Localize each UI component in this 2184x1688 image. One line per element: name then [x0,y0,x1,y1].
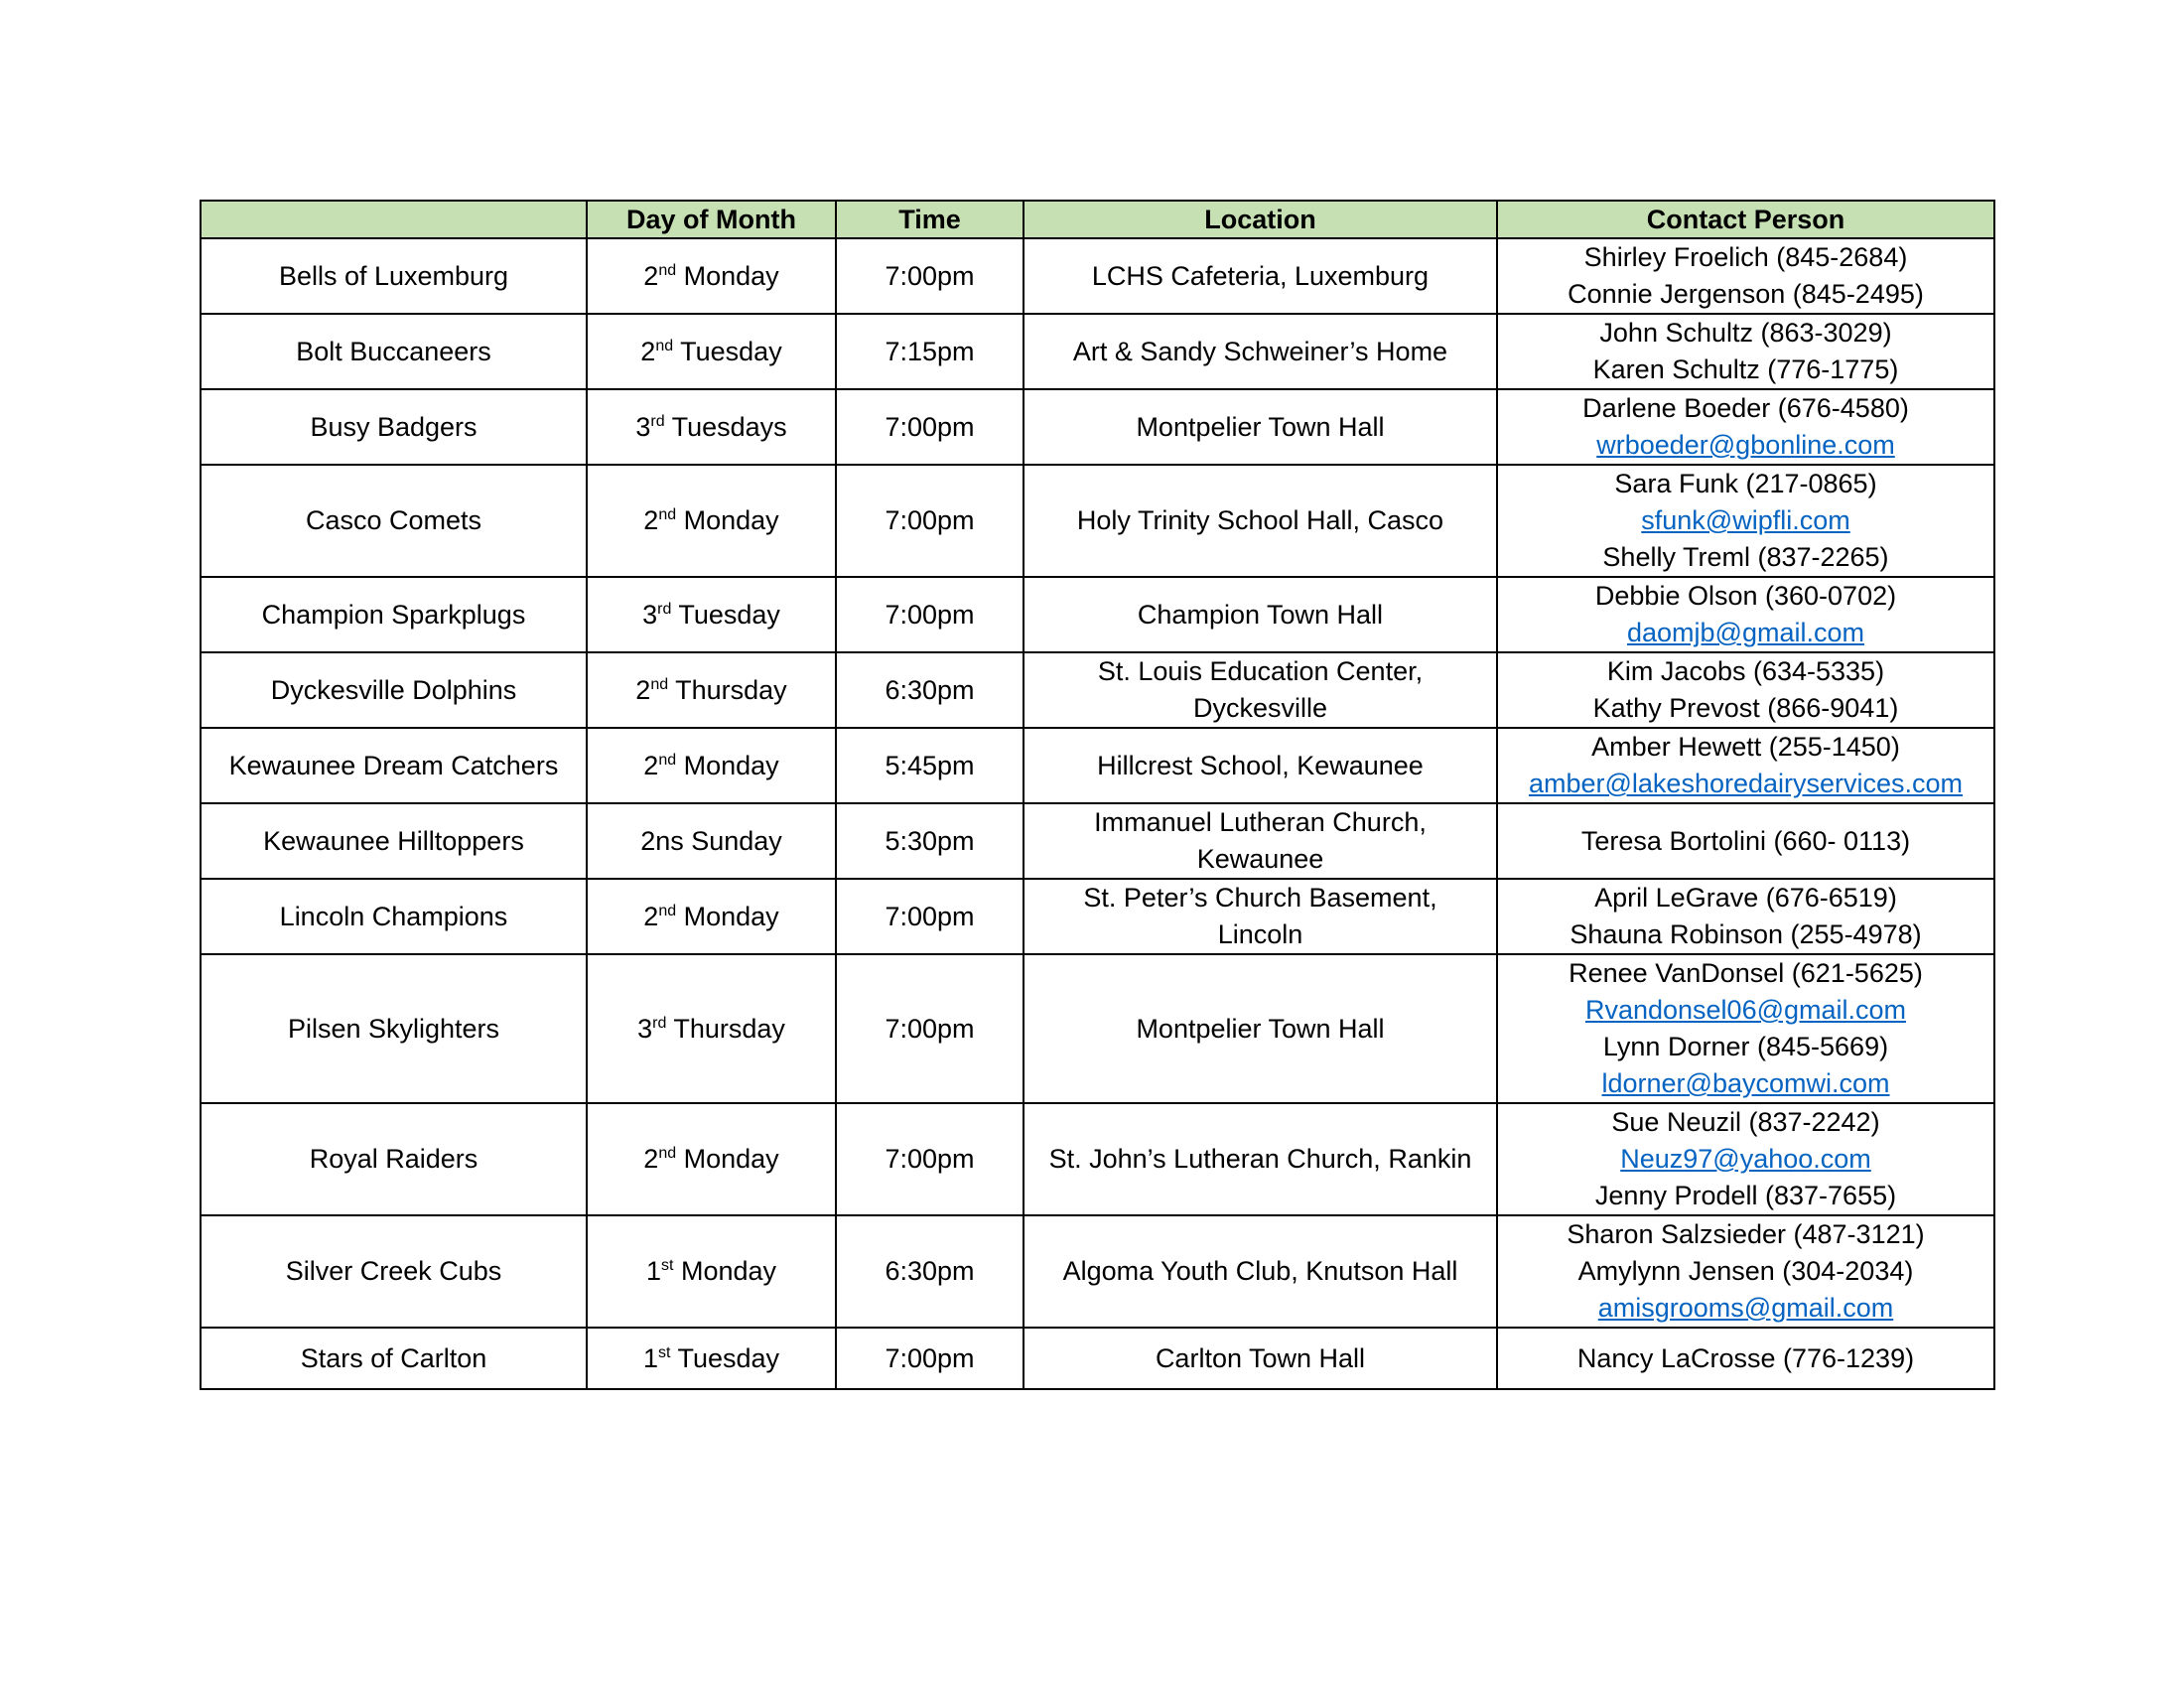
contact-email-link[interactable]: daomjb@gmail.com [1627,618,1864,647]
time-cell: 7:00pm [836,577,1024,652]
table-row [201,389,1994,465]
day-ordinal-number: 2 [635,674,651,705]
day-of-month-cell [587,728,836,803]
location-cell [1024,879,1497,954]
day-ordinal-number: 2 [643,750,659,780]
contact-person-cell [1497,879,1994,954]
day-ordinal-suffix: st [658,1343,671,1361]
club-meetings-table [200,200,1995,1390]
day-weekday: Tuesday [671,599,780,630]
contact-name-phone: April LeGrave (676-6519) [1594,883,1897,913]
day-of-month-cell [587,389,836,465]
table-header-row [201,201,1994,238]
contact-person-cell [1497,465,1994,577]
contact-name-phone: Kim Jacobs (634-5335) [1606,656,1885,686]
club-name-cell: Bells of Luxemburg [201,238,587,314]
contact-person-cell [1497,238,1994,314]
table-row [201,954,1994,1103]
day-ordinal-number: 3 [637,1013,653,1044]
location-line: Carlton Town Hall [1155,1342,1366,1373]
day-of-month-cell [587,954,836,1103]
location-line: Montpelier Town Hall [1136,1013,1385,1044]
club-name-cell: Busy Badgers [201,389,587,465]
day-weekday: Monday [673,1256,777,1286]
location-cell [1024,728,1497,803]
table-row [201,1328,1994,1389]
day-weekday: Monday [676,260,779,291]
location-line: St. John’s Lutheran Church, Rankin [1048,1144,1472,1174]
location-cell [1024,577,1497,652]
day-ordinal-number: 2 [643,1144,659,1174]
club-name-cell: Dyckesville Dolphins [201,652,587,728]
location-line: Montpelier Town Hall [1136,411,1385,442]
day-weekday: Tuesdays [664,411,787,442]
day-ordinal-number: 3 [642,599,658,630]
club-name-cell: Kewaunee Hilltoppers [201,803,587,879]
contact-name-phone: Sharon Salzsieder (487-3121) [1567,1219,1925,1249]
time-cell: 7:00pm [836,465,1024,577]
club-name-cell: Royal Raiders [201,1103,587,1215]
day-of-month-cell [587,577,836,652]
header-club [201,201,587,238]
location-cell [1024,314,1497,389]
contact-name-phone: Teresa Bortolini (660- 0113) [1580,825,1911,856]
contact-person-cell [1497,728,1994,803]
contact-person-cell [1497,652,1994,728]
day-ordinal-suffix: nd [658,506,677,523]
location-cell [1024,1215,1497,1328]
contact-person-cell [1497,803,1994,879]
contact-name-phone: Jenny Prodell (837-7655) [1594,1181,1897,1210]
location-line: Holy Trinity School Hall, Casco [1076,505,1444,535]
day-weekday: Tuesday [673,336,782,366]
location-cell [1024,389,1497,465]
contact-person-cell [1497,1103,1994,1215]
day-ordinal-number: 2 [640,336,656,366]
club-name-cell: Silver Creek Cubs [201,1215,587,1328]
day-ordinal-suffix: nd [658,261,677,279]
location-line: Champion Town Hall [1137,599,1384,630]
day-weekday: 2ns Sunday [640,825,782,856]
table-row [201,1215,1994,1328]
contact-name-phone: Amylynn Jensen (304-2034) [1577,1256,1914,1286]
day-ordinal-number: 2 [643,901,659,931]
location-cell [1024,652,1497,728]
contact-name-phone: Shauna Robinson (255-4978) [1570,919,1922,949]
table-row [201,803,1994,879]
club-name-cell: Bolt Buccaneers [201,314,587,389]
contact-name-phone: Connie Jergenson (845-2495) [1568,279,1924,309]
club-name-cell: Champion Sparkplugs [201,577,587,652]
table-row [201,238,1994,314]
location-cell [1024,803,1497,879]
table-body [201,238,1994,1389]
time-cell: 7:00pm [836,1103,1024,1215]
day-ordinal-suffix: nd [655,337,674,354]
contact-name-phone: Shelly Treml (837-2265) [1602,542,1889,572]
table-row [201,879,1994,954]
contact-person-cell [1497,1328,1994,1389]
day-ordinal-number: 2 [643,505,659,535]
contact-name-phone: Sue Neuzil (837-2242) [1611,1107,1880,1137]
table-row [201,652,1994,728]
table-row [201,577,1994,652]
day-ordinal-suffix: st [661,1257,674,1274]
day-of-month-cell [587,879,836,954]
day-of-month-cell [587,1328,836,1389]
location-cell [1024,954,1497,1103]
location-line: St. Peter’s Church Basement, [1083,883,1437,913]
day-weekday: Monday [676,750,779,780]
location-line: Lincoln [1217,919,1303,949]
club-name-cell: Stars of Carlton [201,1328,587,1389]
day-ordinal-suffix: nd [658,902,677,919]
day-weekday: Thursday [666,1013,785,1044]
day-weekday: Tuesday [670,1342,780,1373]
time-cell: 7:00pm [836,238,1024,314]
contact-name-phone: Nancy LaCrosse (776-1239) [1576,1342,1915,1373]
club-name-cell: Lincoln Champions [201,879,587,954]
contact-email-link[interactable]: Rvandonsel06@gmail.com [1584,995,1907,1025]
contact-email-link[interactable]: amisgrooms@gmail.com [1597,1293,1894,1323]
day-ordinal-number: 3 [635,411,651,442]
time-cell: 7:15pm [836,314,1024,389]
day-ordinal-number: 2 [643,260,659,291]
day-ordinal-suffix: nd [650,675,669,693]
day-ordinal-number: 1 [645,1256,661,1286]
contact-email-link[interactable]: wrboeder@gbonline.com [1596,430,1895,460]
location-cell [1024,238,1497,314]
day-of-month-cell [587,465,836,577]
club-name-cell: Pilsen Skylighters [201,954,587,1103]
time-cell: 5:30pm [836,803,1024,879]
day-ordinal-suffix: rd [650,412,665,430]
contact-person-cell [1497,577,1994,652]
contact-name-phone: Renee VanDonsel (621-5625) [1569,958,1923,988]
contact-name-phone: Sara Funk (217-0865) [1614,469,1877,498]
day-ordinal-suffix: rd [652,1014,667,1032]
time-cell: 7:00pm [836,1328,1024,1389]
contact-name-phone: John Schultz (863-3029) [1599,318,1892,348]
day-ordinal-number: 1 [642,1342,658,1373]
contact-name-phone: Kathy Prevost (866-9041) [1592,693,1899,723]
day-ordinal-suffix: nd [658,1145,677,1162]
table-row [201,728,1994,803]
time-cell: 7:00pm [836,879,1024,954]
contact-name-phone: Amber Hewett (255-1450) [1591,732,1900,762]
day-of-month-cell [587,1215,836,1328]
time-cell: 7:00pm [836,954,1024,1103]
location-cell [1024,1103,1497,1215]
contact-email-link[interactable]: ldorner@baycomwi.com [1601,1068,1890,1098]
location-cell [1024,465,1497,577]
day-of-month-cell [587,803,836,879]
time-cell: 5:45pm [836,728,1024,803]
contact-email-link[interactable]: amber@lakeshoredairyservices.com [1528,769,1964,798]
day-of-month-cell [587,1103,836,1215]
contact-name-phone: Karen Schultz (776-1775) [1592,354,1899,384]
header-day-of-month: Day of Month [587,201,836,238]
table-row [201,1103,1994,1215]
club-name-cell: Kewaunee Dream Catchers [201,728,587,803]
contact-name-phone: Debbie Olson (360-0702) [1594,581,1897,611]
location-line: Dyckesville [1192,693,1328,723]
contact-person-cell [1497,389,1994,465]
contact-name-phone: Lynn Dorner (845-5669) [1602,1032,1889,1061]
header-location: Location [1024,201,1497,238]
contact-person-cell [1497,954,1994,1103]
day-of-month-cell [587,238,836,314]
location-cell [1024,1328,1497,1389]
location-line: LCHS Cafeteria, Luxemburg [1091,260,1430,291]
time-cell: 6:30pm [836,652,1024,728]
day-of-month-cell [587,314,836,389]
day-ordinal-suffix: nd [658,751,677,769]
time-cell: 7:00pm [836,389,1024,465]
day-ordinal-suffix: rd [657,600,672,618]
day-weekday: Monday [676,505,779,535]
table-row [201,314,1994,389]
day-weekday: Thursday [668,674,787,705]
day-weekday: Monday [676,901,779,931]
location-line: St. Louis Education Center, [1097,656,1424,686]
contact-name-phone: Shirley Froelich (845-2684) [1583,242,1908,272]
day-weekday: Monday [676,1144,779,1174]
contact-person-cell [1497,1215,1994,1328]
day-of-month-cell [587,652,836,728]
location-line: Hillcrest School, Kewaunee [1097,750,1424,780]
table-row [201,465,1994,577]
club-name-cell: Casco Comets [201,465,587,577]
contact-email-link[interactable]: Neuz97@yahoo.com [1620,1144,1871,1174]
contact-email-link[interactable]: sfunk@wipfli.com [1641,505,1850,535]
time-cell: 6:30pm [836,1215,1024,1328]
location-line: Kewaunee [1196,844,1324,874]
header-contact-person: Contact Person [1497,201,1994,238]
location-line: Immanuel Lutheran Church, [1094,807,1427,837]
contact-name-phone: Darlene Boeder (676-4580) [1582,393,1909,423]
contact-person-cell [1497,314,1994,389]
header-time: Time [836,201,1024,238]
location-line: Algoma Youth Club, Knutson Hall [1062,1256,1458,1286]
location-line: Art & Sandy Schweiner’s Home [1072,336,1448,366]
